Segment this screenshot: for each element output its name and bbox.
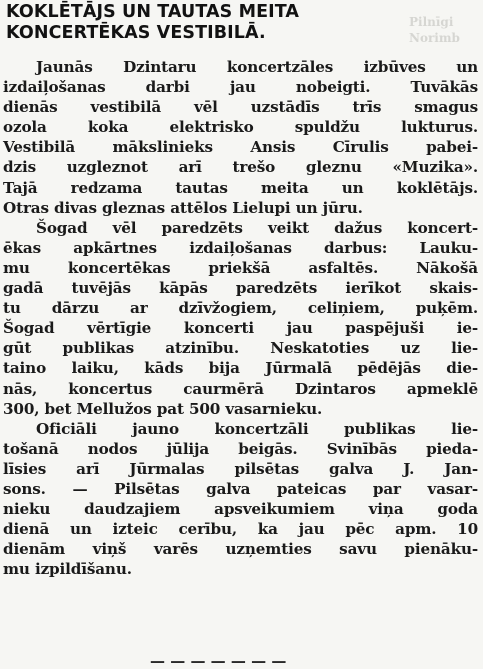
text-line: izdaiļošanas darbi jau nobeigti. Tuvākās xyxy=(3,78,478,97)
text-line: mu izpildīšanu. xyxy=(3,560,132,579)
article-body xyxy=(3,57,478,579)
text-line: ēkas apkārtnes izdaiļošanas darbus: Lauku- xyxy=(3,238,478,257)
article-headline xyxy=(6,2,476,44)
bleed-line: Norimb xyxy=(409,31,460,45)
text-line: Šogad vērtīgie koncerti jau paspējuši ie- xyxy=(3,319,478,338)
text-line: gadā tuvējās kāpās paredzēts ierīkot skais- xyxy=(3,279,478,298)
headline-line: KONCERTĒKAS VESTIBILĀ. xyxy=(6,23,266,43)
next-headline-fragment xyxy=(150,652,330,670)
text-line: līsies arī Jūrmalas pilsētas galva J. Jan- xyxy=(3,459,478,478)
paragraph xyxy=(3,218,478,419)
text-line: dienām viņš varēs uzņemties savu pienāku- xyxy=(3,540,478,559)
text-line: tu dārzu ar dzīvžogiem, celiņiem, puķēm. xyxy=(3,299,478,318)
text-line: Vestibilā mākslinieks Ansis Cīrulis pabei- xyxy=(3,138,478,157)
text-line: nieku daudzajiem apsveikumiem viņa goda xyxy=(3,500,478,519)
headline-line: KOKLĒTĀJS UN TAUTAS MEITA xyxy=(6,2,300,22)
text-line: Jaunās Dzintaru koncertzāles izbūves un xyxy=(36,58,478,76)
text-line: gūt publikas atzinību. Neskatoties uz lie- xyxy=(3,339,478,358)
paragraph xyxy=(3,419,478,580)
text-line: dienās vestibilā vēl uzstādīs trīs smagus xyxy=(3,98,478,117)
text-line: mu koncertēkas priekšā asfaltēs. Nākošā xyxy=(3,258,478,277)
bleed-line: Pilnīgi xyxy=(409,15,454,29)
text-line: Oficiāli jauno koncertzāli publikas lie- xyxy=(36,419,478,438)
text-line: dienā un izteic cerību, ka jau pēc apm. 10 xyxy=(3,520,478,539)
text-line: Tajā redzama tautas meita un koklētājs. xyxy=(3,178,478,197)
text-line: dzis uzgleznot arī trešo gleznu «Muzika». xyxy=(3,158,478,177)
cut-text: — — — — — — — xyxy=(150,652,287,670)
text-line: Otras divas gleznas attēlos Lielupi un jūru. xyxy=(3,198,363,217)
text-line: tošanā nodos jūlija beigās. Svinībās pieda- xyxy=(3,439,478,458)
text-line: taino laiku, kāds bija Jūrmalā pēdējās die- xyxy=(3,359,478,378)
text-line: sons. — Pilsētas galva pateicas par vasar- xyxy=(3,479,478,498)
text-line: ozola koka elektrisko spuldžu lukturus. xyxy=(3,118,478,137)
paragraph xyxy=(3,57,478,218)
text-line: 300, bet Mellužos pat 500 vasarnieku. xyxy=(3,399,323,418)
text-line: nās, koncertus caurmērā Dzintaros apmeklē xyxy=(3,379,478,398)
text-line: Šogad vēl paredzēts veikt dažus koncert- xyxy=(36,218,478,237)
